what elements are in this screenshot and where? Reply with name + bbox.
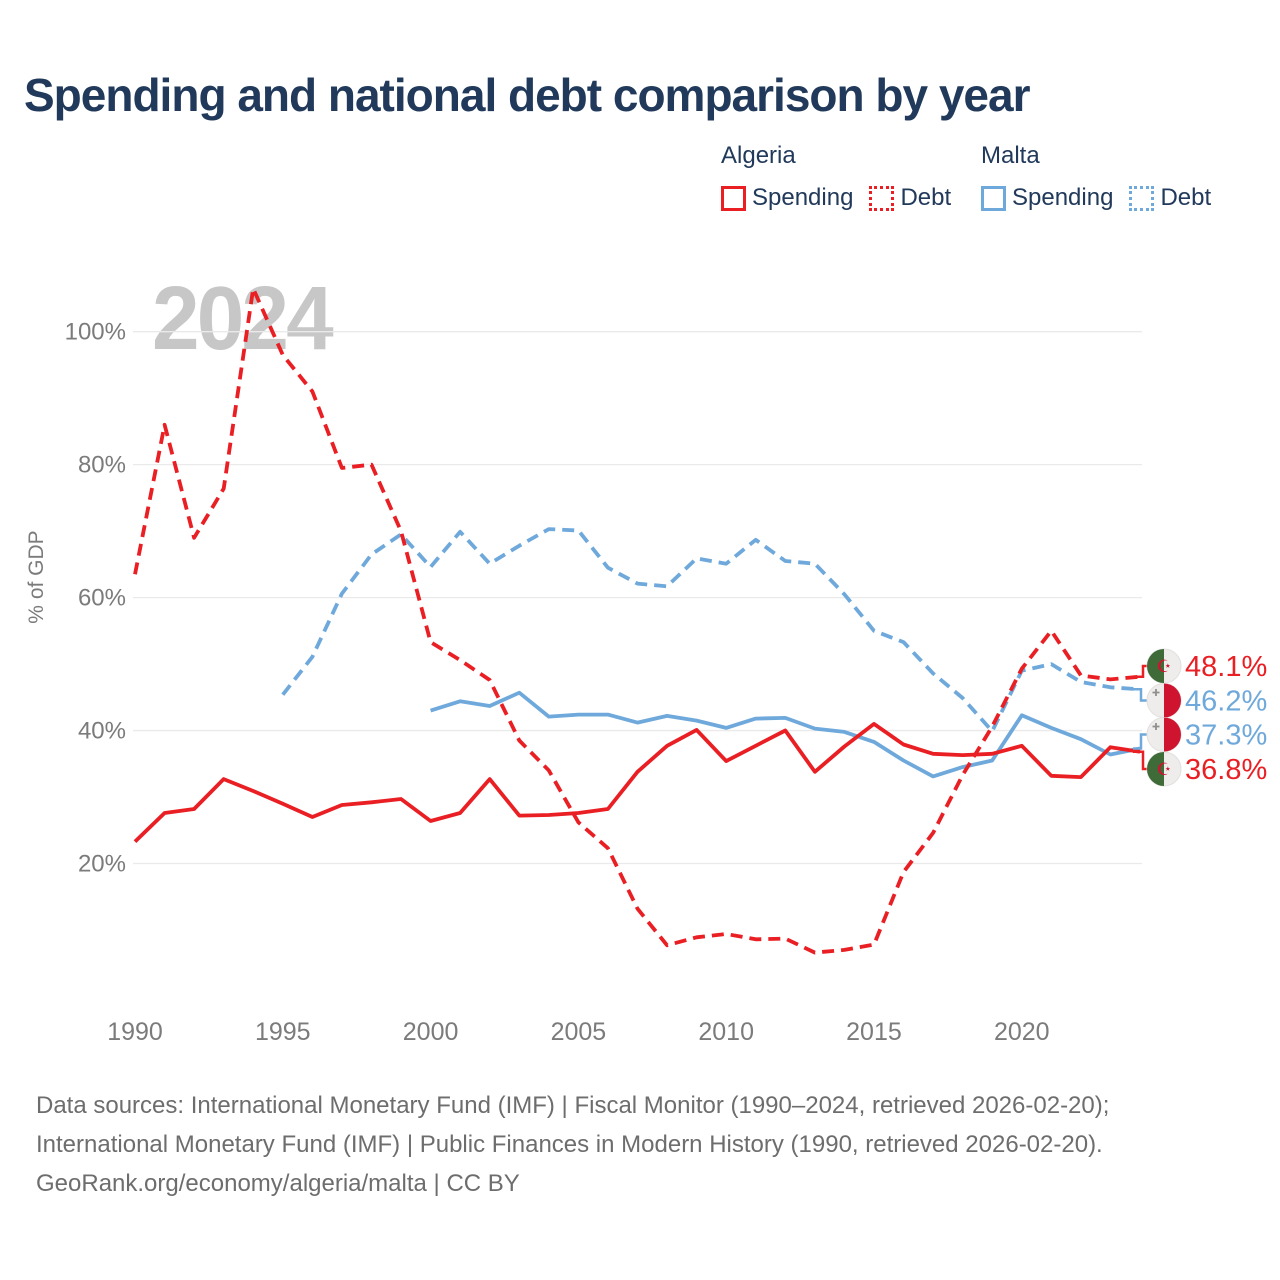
end-label-value: 36.8% (1185, 754, 1268, 786)
series-line-algeria-spending (135, 724, 1140, 842)
end-label-connector (1133, 689, 1147, 700)
end-label (1133, 752, 1267, 786)
footer-line-2: International Monetary Fund (IMF) | Public Finances in Modern History (1990, retrieved 2026-02-20). (36, 1131, 1103, 1158)
malta-debt-label: Debt (1160, 184, 1212, 211)
x-axis-labels (107, 1018, 1049, 1046)
legend-country-algeria: Algeria (721, 142, 796, 169)
end-label (1133, 684, 1267, 718)
y-tick-label: 40% (77, 717, 126, 745)
x-tick-label: 2010 (698, 1018, 754, 1046)
algeria-debt-label: Debt (900, 184, 952, 211)
series-line-algeria-debt (135, 289, 1140, 953)
end-label-value: 37.3% (1185, 719, 1268, 752)
malta-flag-icon (1147, 684, 1181, 718)
x-tick-label: 2015 (846, 1018, 902, 1046)
footer-line-1: Data sources: International Monetary Fund (IMF) | Fiscal Monitor (1990–2024, retrieved 2026-02-20); (36, 1092, 1110, 1119)
x-tick-label: 2005 (550, 1018, 607, 1046)
malta-flag-icon (1147, 718, 1181, 752)
page-title: Spending and national debt comparison by year (24, 69, 1030, 121)
malta-spending-label: Spending (1012, 184, 1114, 211)
x-tick-label: 1990 (107, 1018, 163, 1046)
end-label-connector (1133, 666, 1147, 677)
svg-text:☪: ☪ (1156, 657, 1172, 677)
algeria-spending-label: Spending (752, 184, 854, 211)
end-label-value: 48.1% (1185, 651, 1268, 683)
end-label-connector (1133, 735, 1147, 749)
y-tick-label: 80% (77, 451, 126, 479)
algeria-flag-icon (1147, 649, 1181, 683)
end-label (1133, 649, 1267, 683)
series-line-malta-debt (283, 529, 1140, 731)
algeria-flag-icon (1147, 752, 1181, 786)
end-label-value: 46.2% (1185, 685, 1268, 718)
end-label (1133, 718, 1267, 752)
year-watermark: 2024 (152, 269, 331, 369)
footer-line-3: GeoRank.org/economy/algeria/malta | CC BY (36, 1170, 520, 1197)
x-tick-label: 1995 (254, 1018, 311, 1046)
data-sources-footer (36, 1086, 1109, 1203)
y-tick-label: 100% (64, 318, 126, 346)
gridlines (65, 319, 1142, 878)
y-axis-title: % of GDP (25, 530, 48, 624)
y-tick-label: 20% (77, 850, 126, 878)
series-line-malta-spending (431, 693, 1140, 777)
x-tick-label: 2000 (402, 1018, 459, 1046)
svg-text:☪: ☪ (1156, 760, 1172, 780)
legend-country-malta: Malta (981, 142, 1040, 169)
x-tick-label: 2020 (993, 1018, 1050, 1046)
end-label-connector (1133, 752, 1147, 769)
y-tick-label: 60% (77, 584, 126, 612)
